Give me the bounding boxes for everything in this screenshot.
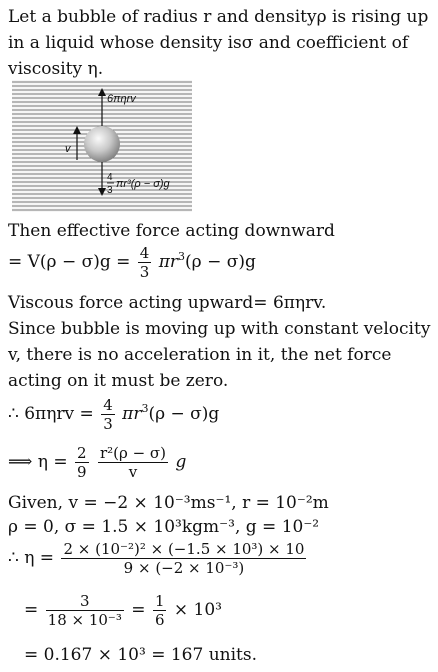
intro-line-2: in a liquid whose density isσ and coefficient of <box>8 33 409 53</box>
values-line: ρ = 0, σ = 1.5 × 10³kgm⁻³, g = 10⁻² <box>8 517 320 537</box>
velocity-label: v <box>65 143 71 155</box>
fraction-numerator: r²(ρ − σ) <box>99 444 167 462</box>
effective-force-equation <box>8 244 256 284</box>
effective-force-eq-right-a: πr <box>158 252 179 272</box>
calc-fraction <box>61 540 306 577</box>
calc-left: ∴ η = <box>8 548 55 568</box>
effective-force-eq-left: = V(ρ − σ)g = <box>8 252 131 272</box>
gravity-force-label: πr³(ρ − σ)g <box>116 178 170 190</box>
fraction-numerator: 1 <box>154 592 165 610</box>
fraction-denominator: 6 <box>154 611 165 629</box>
simplify-equation <box>24 592 222 636</box>
implies-right: g <box>175 452 187 472</box>
viscous-force-line: Viscous force acting upward= 6πηrv. <box>8 293 327 313</box>
fraction-numerator: 4 <box>103 396 113 414</box>
fraction-numerator: 2 <box>77 444 87 462</box>
fraction-numerator: 2 × (10⁻²)² × (−1.5 × 10³) × 10 <box>63 540 305 558</box>
implies-equation <box>8 444 186 484</box>
effective-force-heading: Then effective force acting downward <box>8 221 335 241</box>
fraction-denominator: 9 <box>77 463 87 481</box>
velocity-line-2: v, there is no acceleration in it, the net force <box>8 345 392 365</box>
gravity-coef-num: 4 <box>107 172 113 183</box>
fraction-numerator: 4 <box>139 244 150 262</box>
intro-line-3: viscosity η. <box>8 59 104 79</box>
therefore-exponent: 3 <box>141 402 149 415</box>
effective-force-fraction <box>138 244 152 281</box>
fraction-denominator: v <box>128 463 138 481</box>
fraction-numerator: 3 <box>46 592 124 611</box>
velocity-line-3: acting on it must be zero. <box>8 371 229 391</box>
implies-fraction-1 <box>75 444 89 481</box>
viscous-force-label: 6πηrv <box>107 93 136 105</box>
therefore-left: ∴ 6πηrv = <box>8 404 94 424</box>
effective-force-eq-right-b: (ρ − σ)g <box>185 252 256 272</box>
therefore-right-b: (ρ − σ)g <box>148 404 220 424</box>
simplify-left: = <box>24 600 39 620</box>
fraction-denominator: 3 <box>139 263 150 281</box>
result-line: = 0.167 × 10³ = 167 units. <box>24 645 258 665</box>
given-line: Given, v = −2 × 10⁻³ms⁻¹, r = 10⁻²m <box>8 493 329 513</box>
bubble <box>84 126 120 162</box>
simplify-mid: = <box>131 600 146 620</box>
effective-force-exponent: 3 <box>178 250 186 263</box>
simplify-right: × 10³ <box>173 600 222 620</box>
fraction-denominator: 18 × 10⁻³ <box>47 611 122 629</box>
gravity-coef-den: 3 <box>107 185 113 196</box>
fraction-denominator: 3 <box>103 415 113 433</box>
calculation-equation <box>8 540 308 584</box>
implies-left: ⟹ η = <box>8 452 68 472</box>
therefore-fraction <box>101 396 115 433</box>
therefore-equation <box>8 396 219 436</box>
bubble-figure <box>12 80 192 212</box>
fraction-denominator: 9 × (−2 × 10⁻³) <box>123 559 245 577</box>
therefore-right-a: πr <box>122 404 142 424</box>
simplify-fraction-1 <box>46 592 124 629</box>
implies-fraction-2 <box>98 444 168 481</box>
intro-line-1: Let a bubble of radius r and densityρ is rising up <box>8 7 429 27</box>
simplify-fraction-2 <box>153 592 167 629</box>
velocity-line-1: Since bubble is moving up with constant velocity <box>8 319 431 339</box>
